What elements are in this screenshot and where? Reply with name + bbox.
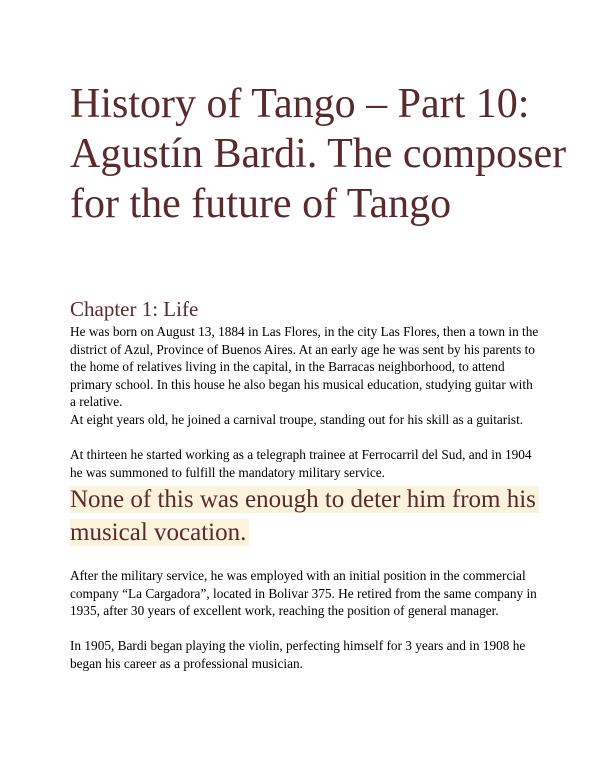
document-title: History of Tango – Part 10: Agustín Bardi. The composer for the future of Tango: [70, 81, 567, 227]
paragraph-carnival: At eight years old, he joined a carnival troupe, standing out for his skill as a guitarist.: [70, 412, 524, 427]
paragraph-career: After the military service, he was employed with an initial position in the commercial company “La Cargadora”, located in Bolivar 375. He retired from the same company in 1935, after 30 years of excellent work, reaching the position of general manager.: [70, 568, 537, 619]
highlight-quote: [70, 483, 550, 549]
chapter-heading: Chapter 1: Life: [70, 297, 199, 321]
paragraph-telegraph: At thirteen he started working as a telegraph trainee at Ferrocarril del Sud, and in 1904 he was summoned to fulfill the mandatory military service.: [70, 447, 532, 480]
highlight-quote-text: None of this was enough to deter him from his musical vocation.: [70, 486, 539, 546]
paragraph-violin: In 1905, Bardi began playing the violin, perfecting himself for 3 years and in 1908 he began his career as a professional musician.: [70, 638, 526, 671]
paragraph-birth: He was born on August 13, 1884 in Las Flores, in the city Las Flores, then a town in the district of Azul, Province of Buenos Aires. At an early age he was sent by his parents to the home of relatives living in the capital, in the Barracas neighborhood, to attend primary school. In this house he also began his musical education, studying guitar with a relative.: [70, 324, 539, 410]
